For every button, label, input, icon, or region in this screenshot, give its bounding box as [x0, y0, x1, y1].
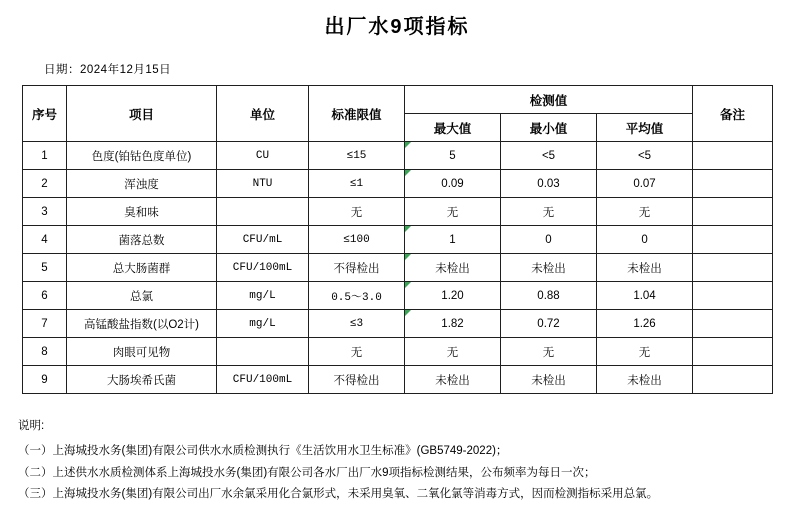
report-date: 日期：2024年12月15日	[44, 64, 172, 76]
table-row	[23, 142, 773, 170]
table-row	[23, 366, 773, 394]
table-row	[23, 282, 773, 310]
cell-limit: 0.5～3.0	[309, 282, 405, 310]
note-line-3: （三）上海城投水务(集团)有限公司出厂水余氯采用化合氯形式，未采用臭氧、二氧化氯等消毒方式，因而检测指标采用总氯。	[18, 487, 659, 500]
table-body	[23, 142, 773, 394]
note-line-1: （一）上海城投水务(集团)有限公司供水水质检测执行《生活饮用水卫生标准》(GB5749-2022)；	[18, 445, 508, 458]
header-item: 项目	[67, 86, 217, 142]
cell-item: 高锰酸盐指数(以O2计)	[67, 310, 217, 338]
cell-item: 臭和味	[67, 198, 217, 226]
cell-item: 肉眼可见物	[67, 338, 217, 366]
cell-min: 0.72	[501, 310, 597, 338]
cell-remark	[693, 338, 773, 366]
header-min: 最小值	[501, 114, 597, 142]
cell-unit: CFU/100mL	[217, 366, 309, 394]
header-limit: 标准限值	[309, 86, 405, 142]
cell-min: 无	[501, 338, 597, 366]
note-line-2: （二）上述供水水质检测体系上海城投水务(集团)有限公司各水厂出厂水9项指标检测结果，公布频率为每日一次；	[18, 466, 596, 479]
cell-no: 5	[23, 254, 67, 282]
cell-no: 8	[23, 338, 67, 366]
page-title: 出厂水9项指标	[324, 16, 470, 38]
cell-remark	[693, 226, 773, 254]
cell-limit: 不得检出	[309, 254, 405, 282]
cell-avg: 无	[597, 338, 693, 366]
cell-no: 7	[23, 310, 67, 338]
cell-avg: 无	[597, 198, 693, 226]
cell-max: 未检出	[405, 366, 501, 394]
cell-no: 3	[23, 198, 67, 226]
cell-no: 9	[23, 366, 67, 394]
cell-avg: 未检出	[597, 254, 693, 282]
header-remark: 备注	[693, 86, 773, 142]
cell-min: 0.88	[501, 282, 597, 310]
header-max: 最大值	[405, 114, 501, 142]
cell-remark	[693, 170, 773, 198]
table-row	[23, 338, 773, 366]
cell-item: 总氯	[67, 282, 217, 310]
table-row	[23, 254, 773, 282]
cell-avg: 1.04	[597, 282, 693, 310]
cell-unit: CFU/mL	[217, 226, 309, 254]
cell-unit: mg/L	[217, 282, 309, 310]
cell-item: 总大肠菌群	[67, 254, 217, 282]
cell-remark	[693, 198, 773, 226]
header-measured: 检测值	[405, 86, 693, 114]
cell-avg: <5	[597, 142, 693, 170]
table-row	[23, 198, 773, 226]
notes-section	[0, 394, 794, 505]
cell-max: 1.82	[405, 310, 501, 338]
cell-unit: NTU	[217, 170, 309, 198]
header-no: 序号	[23, 86, 67, 142]
cell-remark	[693, 142, 773, 170]
cell-limit: 不得检出	[309, 366, 405, 394]
cell-min: <5	[501, 142, 597, 170]
cell-remark	[693, 254, 773, 282]
cell-max: 5	[405, 142, 501, 170]
cell-item: 色度(铂钴色度单位)	[67, 142, 217, 170]
cell-item: 菌落总数	[67, 226, 217, 254]
table-row	[23, 170, 773, 198]
cell-remark	[693, 282, 773, 310]
cell-item: 大肠埃希氏菌	[67, 366, 217, 394]
cell-limit: ≤100	[309, 226, 405, 254]
cell-remark	[693, 310, 773, 338]
cell-avg: 1.26	[597, 310, 693, 338]
cell-remark	[693, 366, 773, 394]
header-unit: 单位	[217, 86, 309, 142]
cell-limit: ≤3	[309, 310, 405, 338]
cell-avg: 0	[597, 226, 693, 254]
cell-max: 0.09	[405, 170, 501, 198]
cell-unit	[217, 338, 309, 366]
cell-unit	[217, 198, 309, 226]
cell-unit: mg/L	[217, 310, 309, 338]
table-row	[23, 226, 773, 254]
cell-no: 4	[23, 226, 67, 254]
cell-min: 未检出	[501, 366, 597, 394]
cell-min: 0.03	[501, 170, 597, 198]
cell-limit: ≤15	[309, 142, 405, 170]
cell-item: 浑浊度	[67, 170, 217, 198]
table-row	[23, 310, 773, 338]
cell-max: 1.20	[405, 282, 501, 310]
cell-max: 无	[405, 338, 501, 366]
notes-title: 说明:	[18, 420, 45, 432]
cell-no: 6	[23, 282, 67, 310]
cell-max: 1	[405, 226, 501, 254]
cell-max: 未检出	[405, 254, 501, 282]
cell-limit: ≤1	[309, 170, 405, 198]
cell-limit: 无	[309, 338, 405, 366]
cell-unit: CFU/100mL	[217, 254, 309, 282]
cell-max: 无	[405, 198, 501, 226]
cell-limit: 无	[309, 198, 405, 226]
cell-avg: 未检出	[597, 366, 693, 394]
cell-min: 未检出	[501, 254, 597, 282]
cell-min: 无	[501, 198, 597, 226]
cell-min: 0	[501, 226, 597, 254]
cell-unit: CU	[217, 142, 309, 170]
cell-no: 2	[23, 170, 67, 198]
header-avg: 平均值	[597, 114, 693, 142]
cell-avg: 0.07	[597, 170, 693, 198]
table-header-row-1	[23, 86, 773, 114]
cell-no: 1	[23, 142, 67, 170]
water-quality-table	[22, 85, 773, 394]
